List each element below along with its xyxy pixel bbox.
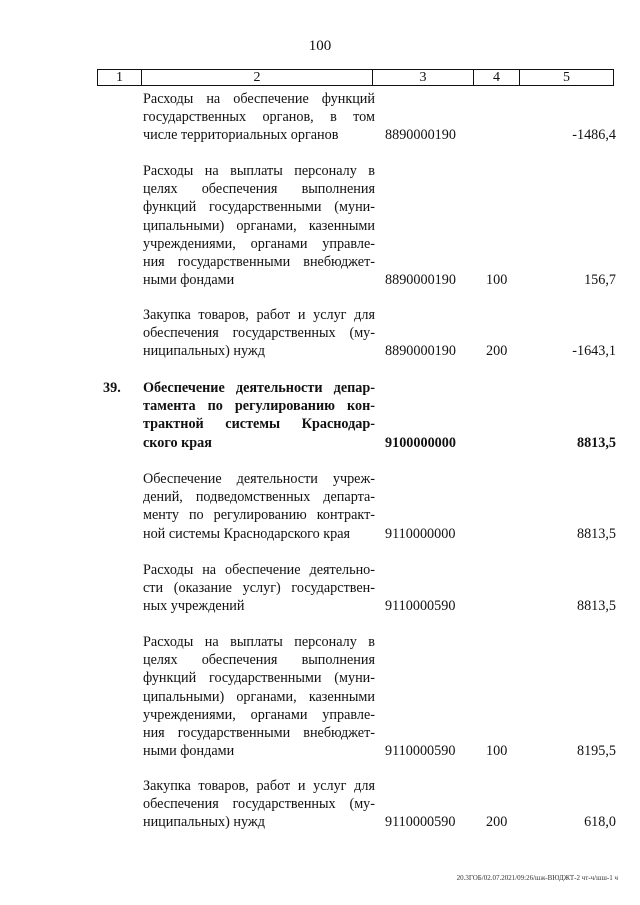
row-name-line: государственных органов, в том	[143, 109, 375, 126]
row-code: 8890000190	[385, 343, 456, 360]
row-name-line: ния государственными внебюджет-	[143, 724, 375, 741]
row-name-line: Обеспечение деятельности учреж-	[143, 471, 375, 487]
row-amount: 8195,5	[576, 743, 616, 760]
row-name	[143, 379, 375, 452]
document-footer-reference: 20.3ГОБ/02.07.2021/09:26/шж-ВЮДЖТ-2 чт-ч/шш-1 ч	[456, 874, 618, 882]
row-name	[143, 777, 375, 832]
row-name-line: функций государственными (муни-	[143, 199, 375, 216]
row-code: 9100000000	[385, 434, 456, 451]
row-code: 8890000190	[385, 127, 456, 144]
page-number: 100	[308, 38, 332, 54]
row-name	[143, 162, 375, 289]
row-name	[143, 306, 375, 361]
row-code: 9110000590	[385, 743, 456, 760]
row-expense-type: 200	[486, 814, 508, 831]
row-name-line: Закупка товаров, работ и услуг для	[143, 307, 375, 323]
row-amount: 8813,5	[576, 525, 616, 542]
row-name-line: ной системы Краснодарского края	[143, 525, 351, 542]
row-name-line: сти (оказание услуг) государствен-	[143, 580, 375, 597]
row-name-line: обеспечения государственных (му-	[143, 796, 375, 813]
row-name	[143, 90, 375, 145]
column-header-5: 5	[563, 70, 570, 85]
row-name-line: тамента по регулированию кон-	[143, 398, 375, 415]
row-name-line: Закупка товаров, работ и услуг для	[143, 778, 375, 794]
row-name-line: обеспечения государственных (му-	[143, 325, 375, 342]
row-amount: 8813,5	[576, 434, 616, 451]
table-column-header	[97, 69, 614, 86]
row-name	[143, 470, 375, 543]
row-name-line: ными фондами	[143, 272, 235, 289]
row-name-line: ципальными) органами, казенными	[143, 217, 375, 234]
column-header-4: 4	[474, 70, 520, 85]
row-name-line: ными фондами	[143, 743, 235, 760]
row-name	[143, 561, 375, 616]
row-amount: 8813,5	[576, 598, 616, 615]
row-name	[143, 633, 375, 760]
row-code: 8890000190	[385, 272, 456, 289]
row-name-line: ния государственными внебюджет-	[143, 253, 375, 270]
row-number: 39.	[103, 380, 121, 396]
row-name-line: Расходы на обеспечение функций	[143, 91, 375, 107]
row-name-line: целях обеспечения выполнения	[143, 181, 375, 198]
row-code: 9110000000	[385, 525, 456, 542]
row-name-line: менту по регулированию контракт-	[143, 507, 375, 524]
row-name-line: трактной системы Краснодар-	[143, 416, 375, 433]
row-name-line: Расходы на обеспечение деятельно-	[143, 562, 375, 578]
row-name-line: Расходы на выплаты персоналу в	[143, 634, 375, 650]
row-name-line: Расходы на выплаты персоналу в	[143, 163, 375, 179]
row-name-line: числе территориальных органов	[143, 127, 339, 144]
row-name-line: дений, подведомственных департа-	[143, 489, 375, 506]
row-name-line: учреждениями, органами управле-	[143, 706, 375, 723]
row-code: 9110000590	[385, 598, 456, 615]
row-code: 9110000590	[385, 814, 456, 831]
row-name-line: ниципальных) нужд	[143, 814, 265, 831]
column-header-1: 1	[98, 70, 142, 85]
row-expense-type: 100	[486, 743, 508, 760]
row-name-line: учреждениями, органами управле-	[143, 235, 375, 252]
column-header-3: 3	[373, 70, 474, 85]
row-amount: -1486,4	[572, 127, 616, 144]
row-name-line: ниципальных) нужд	[143, 343, 265, 360]
row-amount: -1643,1	[572, 343, 616, 360]
row-expense-type: 200	[486, 343, 508, 360]
row-name-line: целях обеспечения выполнения	[143, 652, 375, 669]
row-name-line: функций государственными (муни-	[143, 670, 375, 687]
row-amount: 618,0	[584, 814, 616, 831]
row-name-line: ных учреждений	[143, 598, 245, 615]
row-name-line: ского края	[143, 434, 212, 451]
row-name-line: Обеспечение деятельности депар-	[143, 380, 375, 396]
row-amount: 156,7	[584, 272, 616, 289]
column-header-2: 2	[142, 70, 373, 85]
row-name-line: ципальными) органами, казенными	[143, 688, 375, 705]
row-expense-type: 100	[486, 272, 508, 289]
